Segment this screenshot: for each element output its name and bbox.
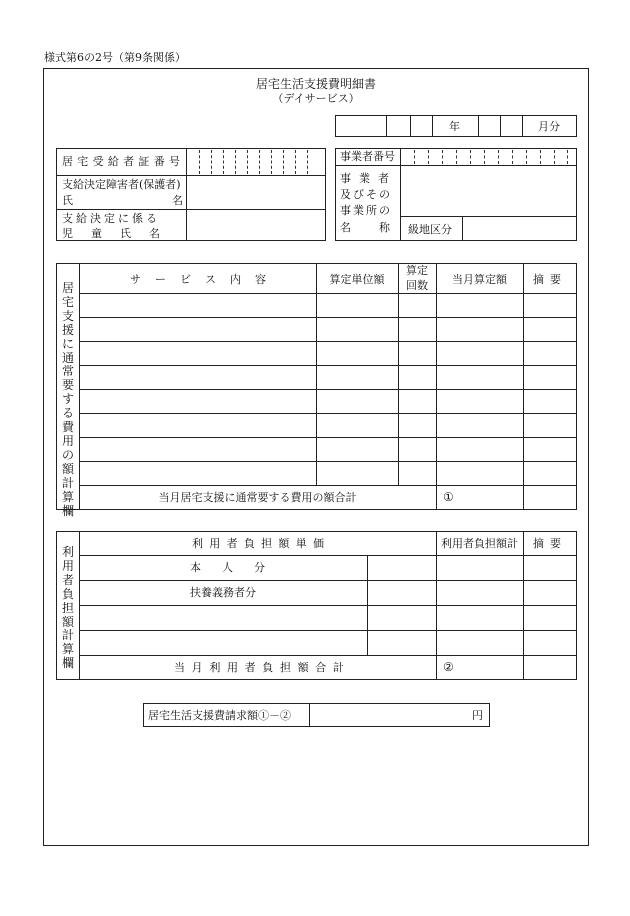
row-self-label: 本人分 <box>190 561 286 574</box>
guardian-name-label-b: 名 <box>172 194 183 207</box>
form-title: 居宅生活支援費明細書 <box>255 77 376 91</box>
row-supporter-label: 扶養義務者分 <box>190 586 256 599</box>
month-label: 月分 <box>538 120 560 133</box>
header-service: サ ー ビ ス 内 容 <box>130 273 266 286</box>
provider-name-label-3: 事業所の <box>340 204 392 217</box>
claim-label: 居宅生活支援費請求額①－② <box>148 709 291 722</box>
cert-no-label: 居 宅 受 給 者 証 番 号 <box>62 155 180 168</box>
guardian-label: 支給決定障害者(保護者) <box>62 178 181 191</box>
cost-total-mark: ① <box>443 490 454 504</box>
claim-unit: 円 <box>472 709 483 722</box>
form-subtitle: （デイサービス） <box>272 92 360 105</box>
burden-total-mark: ② <box>443 660 454 674</box>
header-monthly: 当月算定額 <box>452 273 507 286</box>
provider-name-label-2: 及びその <box>340 188 392 201</box>
region-label: 級地区分 <box>408 223 452 236</box>
header-count-2: 回数 <box>406 279 428 292</box>
header-burden-remarks: 摘要 <box>533 537 567 550</box>
child-label: 支給決定に係る <box>62 212 160 225</box>
burden-side-label: 利用者負担額計算欄 <box>61 545 74 671</box>
child-name-label: 児童氏名 <box>62 227 178 240</box>
burden-total-label: 当 月 利 用 者 負 担 額 合 計 <box>174 661 344 674</box>
header-remarks: 摘要 <box>533 273 567 286</box>
cost-side-label: 居宅支援に通常要する費用の額計算欄 <box>61 281 74 518</box>
form-id: 様式第6の2号（第9条関係） <box>44 51 186 64</box>
header-burden-total: 利用者負担額計 <box>441 537 518 550</box>
header-count-1: 算定 <box>406 264 428 277</box>
header-unit-amount: 算定単位額 <box>329 273 385 286</box>
guardian-name-label-a: 氏 <box>62 194 73 207</box>
provider-number-label: 事業者番号 <box>340 150 395 163</box>
provider-name-label-4: 名称 <box>340 221 418 234</box>
cost-total-label: 当月居宅支援に通常要する費用の額合計 <box>158 491 357 504</box>
provider-name-label-1: 事業者 <box>340 172 397 185</box>
year-label: 年 <box>449 120 460 133</box>
header-unit-price: 利 用 者 負 担 額 単 価 <box>192 537 324 550</box>
